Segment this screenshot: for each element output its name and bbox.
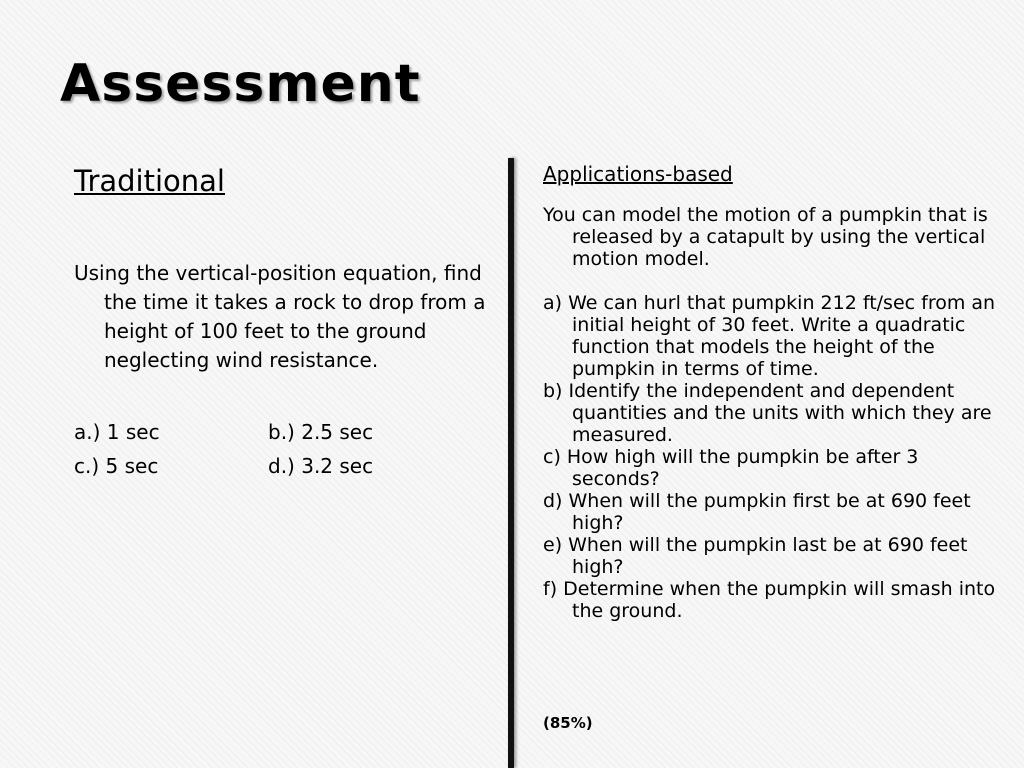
applications-intro: You can model the motion of a pumpkin that is released by a catapult by using the vertical motion model. xyxy=(543,204,988,270)
answer-option: a.) 1 sec xyxy=(74,419,160,444)
list-item: a) We can hurl that pumpkin 212 ft/sec from an initial height of 30 feet. Write a quadratic function that models the height of the pumpkin in terms of time. xyxy=(543,292,996,380)
score-label: (85%) xyxy=(543,714,593,732)
traditional-question: Using the vertical-position equation, find the time it takes a rock to drop from a height of 100 feet to the ground neglecting wind resistance. xyxy=(74,260,486,372)
answer-row xyxy=(74,449,494,483)
list-item: b) Identify the independent and dependent quantities and the units with which they are measured. xyxy=(543,380,992,446)
slide-title: Assessment xyxy=(60,54,421,114)
traditional-column xyxy=(74,164,494,483)
answer-row xyxy=(74,415,494,449)
applications-column xyxy=(543,160,1003,622)
column-divider xyxy=(508,158,514,768)
applications-heading: Applications-based xyxy=(543,162,733,186)
answer-option: c.) 5 sec xyxy=(74,453,159,478)
traditional-heading: Traditional xyxy=(74,164,225,198)
answer-options xyxy=(74,415,494,483)
list-item: d) When will the pumpkin first be at 690 feet high? xyxy=(543,490,971,534)
list-item: e) When will the pumpkin last be at 690 feet high? xyxy=(543,534,968,578)
answer-option: b.) 2.5 sec xyxy=(268,419,374,444)
list-item: c) How high will the pumpkin be after 3 seconds? xyxy=(543,446,919,490)
applications-list xyxy=(543,292,1003,622)
list-item: f) Determine when the pumpkin will smash into the ground. xyxy=(543,578,996,622)
answer-option: d.) 3.2 sec xyxy=(268,453,374,478)
